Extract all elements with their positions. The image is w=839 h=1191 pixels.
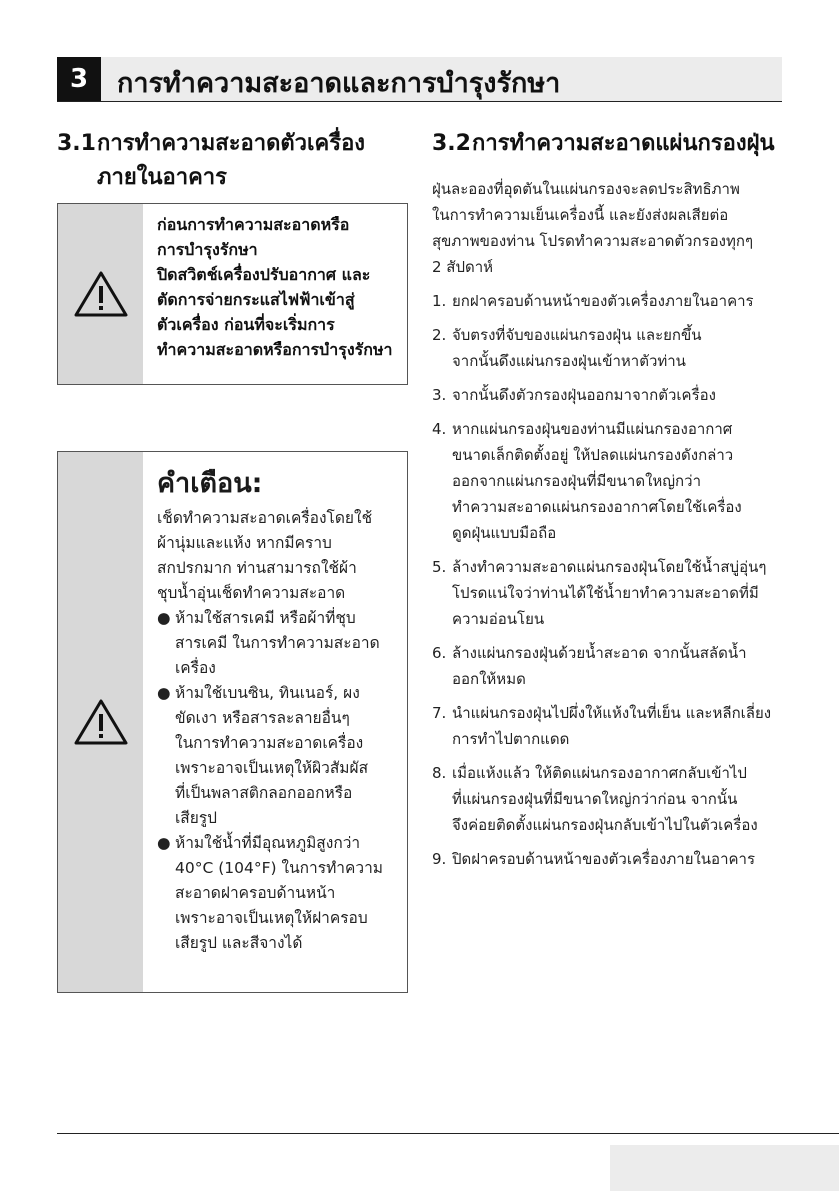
caution-text-line: ก่อนการทำความสะอาดหรือ [157, 215, 350, 234]
warning-bullet-line: เพราะอาจเป็นเหตุให้ฝาครอบ [175, 909, 368, 927]
chapter-number: 3 [57, 57, 101, 101]
warning-triangle-icon [74, 698, 128, 746]
step-item [432, 846, 792, 872]
step-number: 6. [432, 644, 447, 662]
warning-bullet-line: สารเคมี ในการทำความสะอาด [175, 634, 380, 652]
step-line: การทำไปตากแดด [452, 730, 570, 748]
caution-text-line: ตัวเครื่อง ก่อนที่จะเริ่มการ [157, 315, 335, 334]
warning-intro-line: สกปรกมาก ท่านสามารถใช้ผ้า [157, 559, 357, 577]
warning-bullet [157, 831, 403, 956]
warning-bullet-line: เสียรูป และสีจางได้ [175, 934, 303, 952]
step-line: จับตรงที่จับของแผ่นกรองฝุ่น และยกขึ้น [452, 326, 702, 344]
warning-bullet-line: สะอาดฝาครอบด้านหน้า [175, 884, 336, 902]
step-number: 3. [432, 386, 447, 404]
warning-triangle-icon [74, 270, 128, 318]
bullet-dot: ● [157, 609, 171, 627]
caution-box-content [157, 212, 403, 362]
section-3-1-title-line: ภายในอาคาร [97, 165, 227, 190]
footer-page-tab [610, 1145, 839, 1191]
step-line: จากนั้นดึงแผ่นกรองฝุ่นเข้าหาตัวท่าน [452, 352, 686, 370]
warning-bullet-line: ห้ามใช้สารเคมี หรือผ้าที่ชุบ [175, 609, 356, 627]
step-line: จากนั้นดึงตัวกรองฝุ่นออกมาจากตัวเครื่อง [452, 386, 716, 404]
section-3-1-number: 3.1 [57, 131, 96, 156]
step-line: ล้างทำความสะอาดแผ่นกรองฝุ่นโดยใช้น้ำสบู่อุ่นๆ [452, 558, 767, 576]
intro-line: ในการทำความเย็นเครื่องนี้ และยังส่งผลเสียต่อ [432, 206, 729, 224]
warning-bullet [157, 681, 403, 831]
bullet-dot: ● [157, 684, 171, 702]
caution-text-line: ตัดการจ่ายกระแสไฟฟ้าเข้าสู่ [157, 290, 355, 309]
step-line: เมื่อแห้งแล้ว ให้ติดแผ่นกรองอากาศกลับเข้าไป [452, 764, 747, 782]
step-line: โปรดแน่ใจว่าท่านได้ใช้น้ำยาทำความสะอาดที่มี [452, 584, 759, 602]
warning-bullet-line: เครื่อง [175, 659, 216, 677]
step-line: ที่แผ่นกรองฝุ่นที่มีขนาดใหญ่กว่าก่อน จากนั้น [452, 790, 738, 808]
caution-text-line: ทำความสะอาดหรือการบำรุงรักษา [157, 340, 393, 359]
warning-intro-line: เช็ดทำความสะอาดเครื่องโดยใช้ [157, 509, 373, 527]
warning-intro-line: ผ้านุ่มและแห้ง หากมีคราบ [157, 534, 332, 552]
section-3-1-heading [57, 127, 365, 195]
warning-bullet-line: ในการทำความสะอาดเครื่อง [175, 734, 364, 752]
caution-text-line: การบำรุงรักษา [157, 240, 258, 259]
warning-bullet-line: ห้ามใช้เบนซิน, ทินเนอร์, ผง [175, 684, 360, 702]
step-item [432, 288, 792, 314]
step-line: ดูดฝุ่นแบบมือถือ [452, 524, 557, 542]
intro-line: ฝุ่นละอองที่อุดตันในแผ่นกรองจะลดประสิทธิภาพ [432, 180, 740, 198]
step-item [432, 700, 792, 752]
warning-bullet-line: ที่เป็นพลาสติกลอกออกหรือ [175, 784, 353, 802]
chapter-header [57, 57, 782, 102]
caution-box-side [58, 204, 143, 384]
step-item [432, 322, 792, 374]
step-item [432, 554, 792, 632]
bullet-dot: ● [157, 834, 171, 852]
section-3-1-title-line: การทำความสะอาดตัวเครื่อง [97, 131, 366, 156]
step-item [432, 640, 792, 692]
warning-bullet-line: ขัดเงา หรือสารละลายอื่นๆ [175, 709, 350, 727]
step-line: ขนาดเล็กติดตั้งอยู่ ให้ปลดแผ่นกรองดังกล่าว [452, 446, 734, 464]
footer-divider [57, 1133, 839, 1134]
step-line: หากแผ่นกรองฝุ่นของท่านมีแผ่นกรองอากาศ [452, 420, 733, 438]
step-line: ล้างแผ่นกรองฝุ่นด้วยน้ำสะอาด จากนั้นสลัดน้ำ [452, 644, 747, 662]
caution-text-line: ปิดสวิตช์เครื่องปรับอากาศ และ [157, 265, 371, 284]
caution-box [57, 203, 408, 385]
step-item [432, 760, 792, 838]
step-number: 4. [432, 420, 447, 438]
intro-line: สุขภาพของท่าน โปรดทำความสะอาดตัวกรองทุกๆ [432, 232, 754, 250]
warning-box [57, 451, 408, 993]
section-3-2-title: การทำความสะอาดแผ่นกรองฝุ่น [472, 131, 775, 156]
warning-bullet-line: เพราะอาจเป็นเหตุให้ผิวสัมผัส [175, 759, 369, 777]
step-number: 1. [432, 292, 447, 310]
intro-line: 2 สัปดาห์ [432, 258, 494, 276]
warning-bullet-line: 40°C (104°F) ในการทำความ [175, 859, 383, 877]
step-number: 7. [432, 704, 447, 722]
section-3-2-intro [432, 176, 792, 280]
step-item [432, 382, 792, 408]
step-line: ยกฝาครอบด้านหน้าของตัวเครื่องภายในอาคาร [452, 292, 754, 310]
warning-box-content [157, 464, 403, 956]
step-line: ออกให้หมด [452, 670, 526, 688]
step-line: ออกจากแผ่นกรองฝุ่นที่มีขนาดใหญ่กว่า [452, 472, 701, 490]
chapter-title: การทำความสะอาดและการบำรุงรักษา [117, 68, 561, 99]
warning-bullet-line: เสียรูป [175, 809, 218, 827]
section-3-2-body [432, 176, 792, 872]
step-number: 8. [432, 764, 447, 782]
step-number: 9. [432, 850, 447, 868]
warning-bullet-line: ห้ามใช้น้ำที่มีอุณหภูมิสูงกว่า [175, 834, 361, 852]
warning-intro-line: ชุบน้ำอุ่นเช็ดทำความสะอาด [157, 584, 346, 602]
warning-title: คำเตือน: [157, 468, 263, 499]
step-line: นำแผ่นกรองฝุ่นไปผึ่งให้แห้งในที่เย็น และหลีกเลี่ยง [452, 704, 772, 722]
step-number: 2. [432, 326, 447, 344]
step-line: ทำความสะอาดแผ่นกรองอากาศโดยใช้เครื่อง [452, 498, 742, 516]
section-3-2-heading [432, 127, 775, 161]
warning-box-side [58, 452, 143, 992]
step-line: ความอ่อนโยน [452, 610, 545, 628]
section-3-2-number: 3.2 [432, 131, 471, 156]
step-item [432, 416, 792, 546]
step-number: 5. [432, 558, 447, 576]
step-line: ปิดฝาครอบด้านหน้าของตัวเครื่องภายในอาคาร [452, 850, 756, 868]
step-line: จึงค่อยติดตั้งแผ่นกรองฝุ่นกลับเข้าไปในตัวเครื่อง [452, 816, 758, 834]
warning-bullet [157, 606, 403, 681]
